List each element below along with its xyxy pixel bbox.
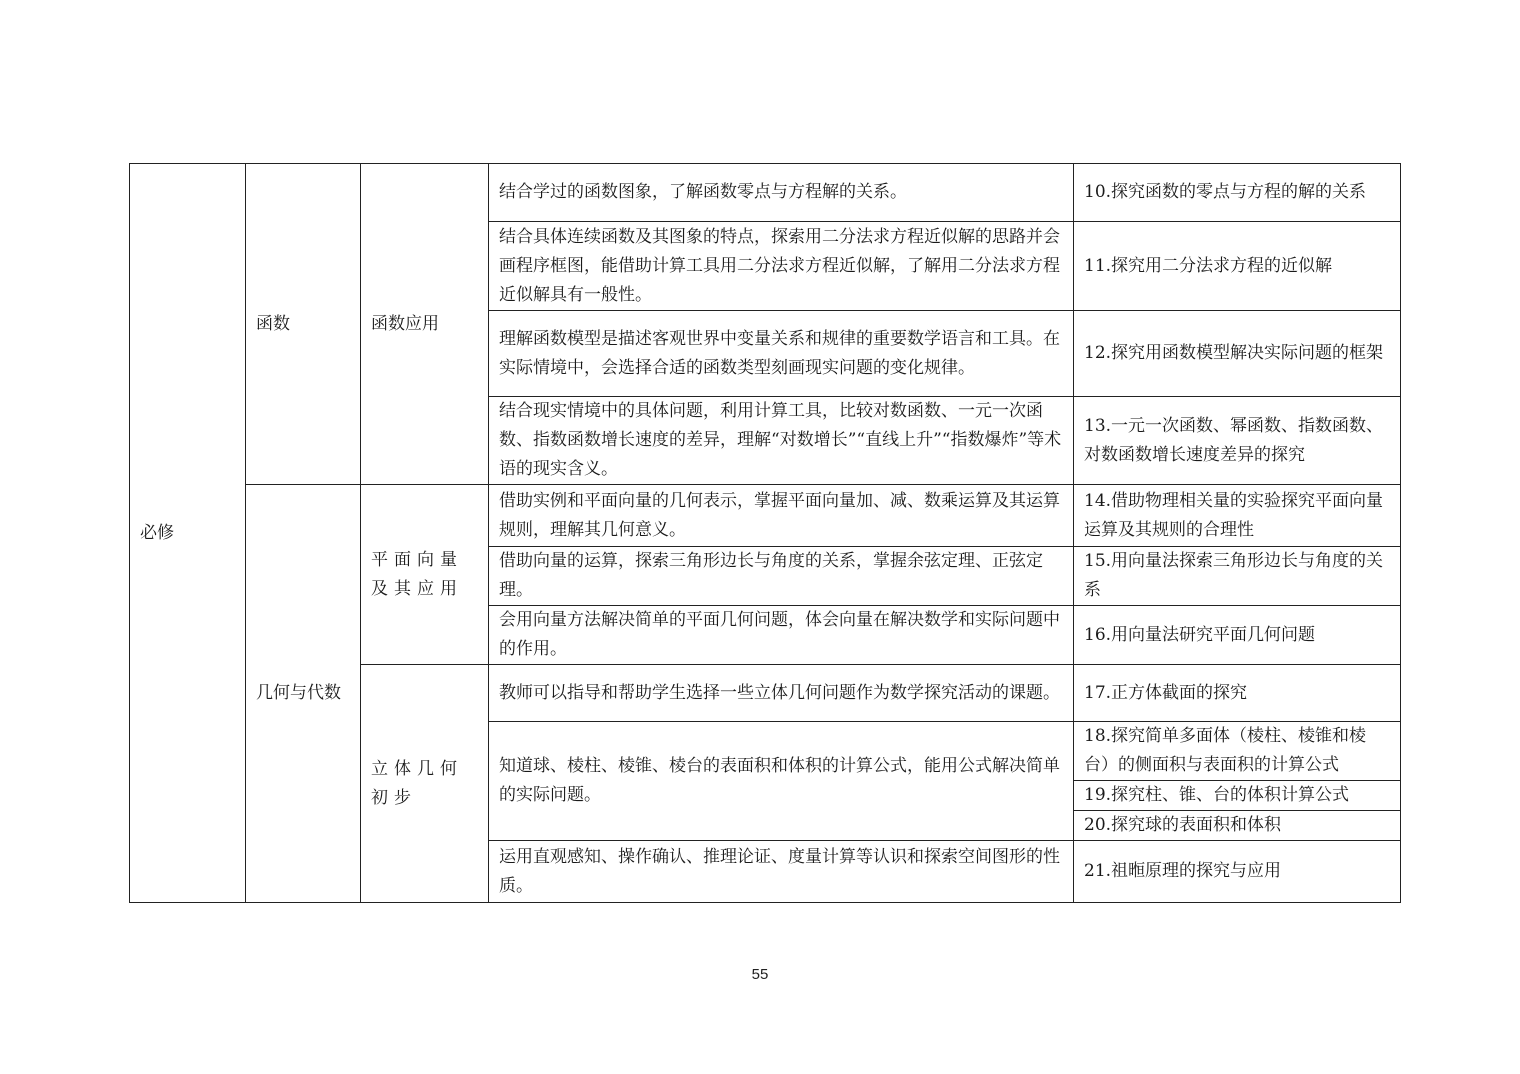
topic-cell: 20.探究球的表面积和体积 <box>1074 811 1401 841</box>
requirement-cell: 教师可以指导和帮助学生选择一些立体几何问题作为数学探究活动的课题。 <box>489 665 1074 722</box>
unit-cell: 平面向量及其应用 <box>361 485 489 665</box>
stage-cell: 必修 <box>130 164 246 903</box>
requirement-cell: 运用直观感知、操作确认、推理论证、度量计算等认识和探索空间图形的性质。 <box>489 841 1074 903</box>
requirement-cell: 结合现实情境中的具体问题，利用计算工具，比较对数函数、一元一次函数、指数函数增长速度的差异，理解“对数增长”“直线上升”“指数爆炸”等术语的现实含义。 <box>489 397 1074 485</box>
topic-cell: 13.一元一次函数、幂函数、指数函数、对数函数增长速度差异的探究 <box>1074 397 1401 485</box>
requirement-cell: 会用向量方法解决简单的平面几何问题，体会向量在解决数学和实际问题中的作用。 <box>489 606 1074 665</box>
unit-cell: 立体几何初步 <box>361 665 489 903</box>
topic-cell: 10.探究函数的零点与方程的解的关系 <box>1074 164 1401 222</box>
topic-cell: 18.探究简单多面体（棱柱、棱锥和棱台）的侧面积与表面积的计算公式 <box>1074 722 1401 781</box>
requirement-cell: 理解函数模型是描述客观世界中变量关系和规律的重要数学语言和工具。在实际情境中，会选择合适的函数类型刻画现实问题的变化规律。 <box>489 311 1074 397</box>
requirement-cell: 结合学过的函数图象，了解函数零点与方程解的关系。 <box>489 164 1074 222</box>
topic-cell: 12.探究用函数模型解决实际问题的框架 <box>1074 311 1401 397</box>
requirement-cell: 结合具体连续函数及其图象的特点，探索用二分法求方程近似解的思路并会画程序框图，能借助计算工具用二分法求方程近似解，了解用二分法求方程近似解具有一般性。 <box>489 222 1074 311</box>
topic-cell: 14.借助物理相关量的实验探究平面向量运算及其规则的合理性 <box>1074 485 1401 547</box>
requirement-cell: 借助实例和平面向量的几何表示，掌握平面向量加、减、数乘运算及其运算规则，理解其几何意义。 <box>489 485 1074 547</box>
topic-cell: 16.用向量法研究平面几何问题 <box>1074 606 1401 665</box>
theme-cell: 函数 <box>246 164 361 485</box>
unit-cell: 函数应用 <box>361 164 489 485</box>
topic-cell: 11.探究用二分法求方程的近似解 <box>1074 222 1401 311</box>
topic-cell: 15.用向量法探索三角形边长与角度的关系 <box>1074 547 1401 606</box>
requirement-cell: 知道球、棱柱、棱锥、棱台的表面积和体积的计算公式，能用公式解决简单的实际问题。 <box>489 722 1074 841</box>
topic-cell: 17.正方体截面的探究 <box>1074 665 1401 722</box>
theme-cell: 几何与代数 <box>246 485 361 903</box>
curriculum-table <box>129 163 1401 903</box>
requirement-cell: 借助向量的运算，探索三角形边长与角度的关系，掌握余弦定理、正弦定理。 <box>489 547 1074 606</box>
topic-cell: 19.探究柱、锥、台的体积计算公式 <box>1074 781 1401 811</box>
topic-cell: 21.祖暅原理的探究与应用 <box>1074 841 1401 903</box>
page-number: 55 <box>751 966 769 983</box>
